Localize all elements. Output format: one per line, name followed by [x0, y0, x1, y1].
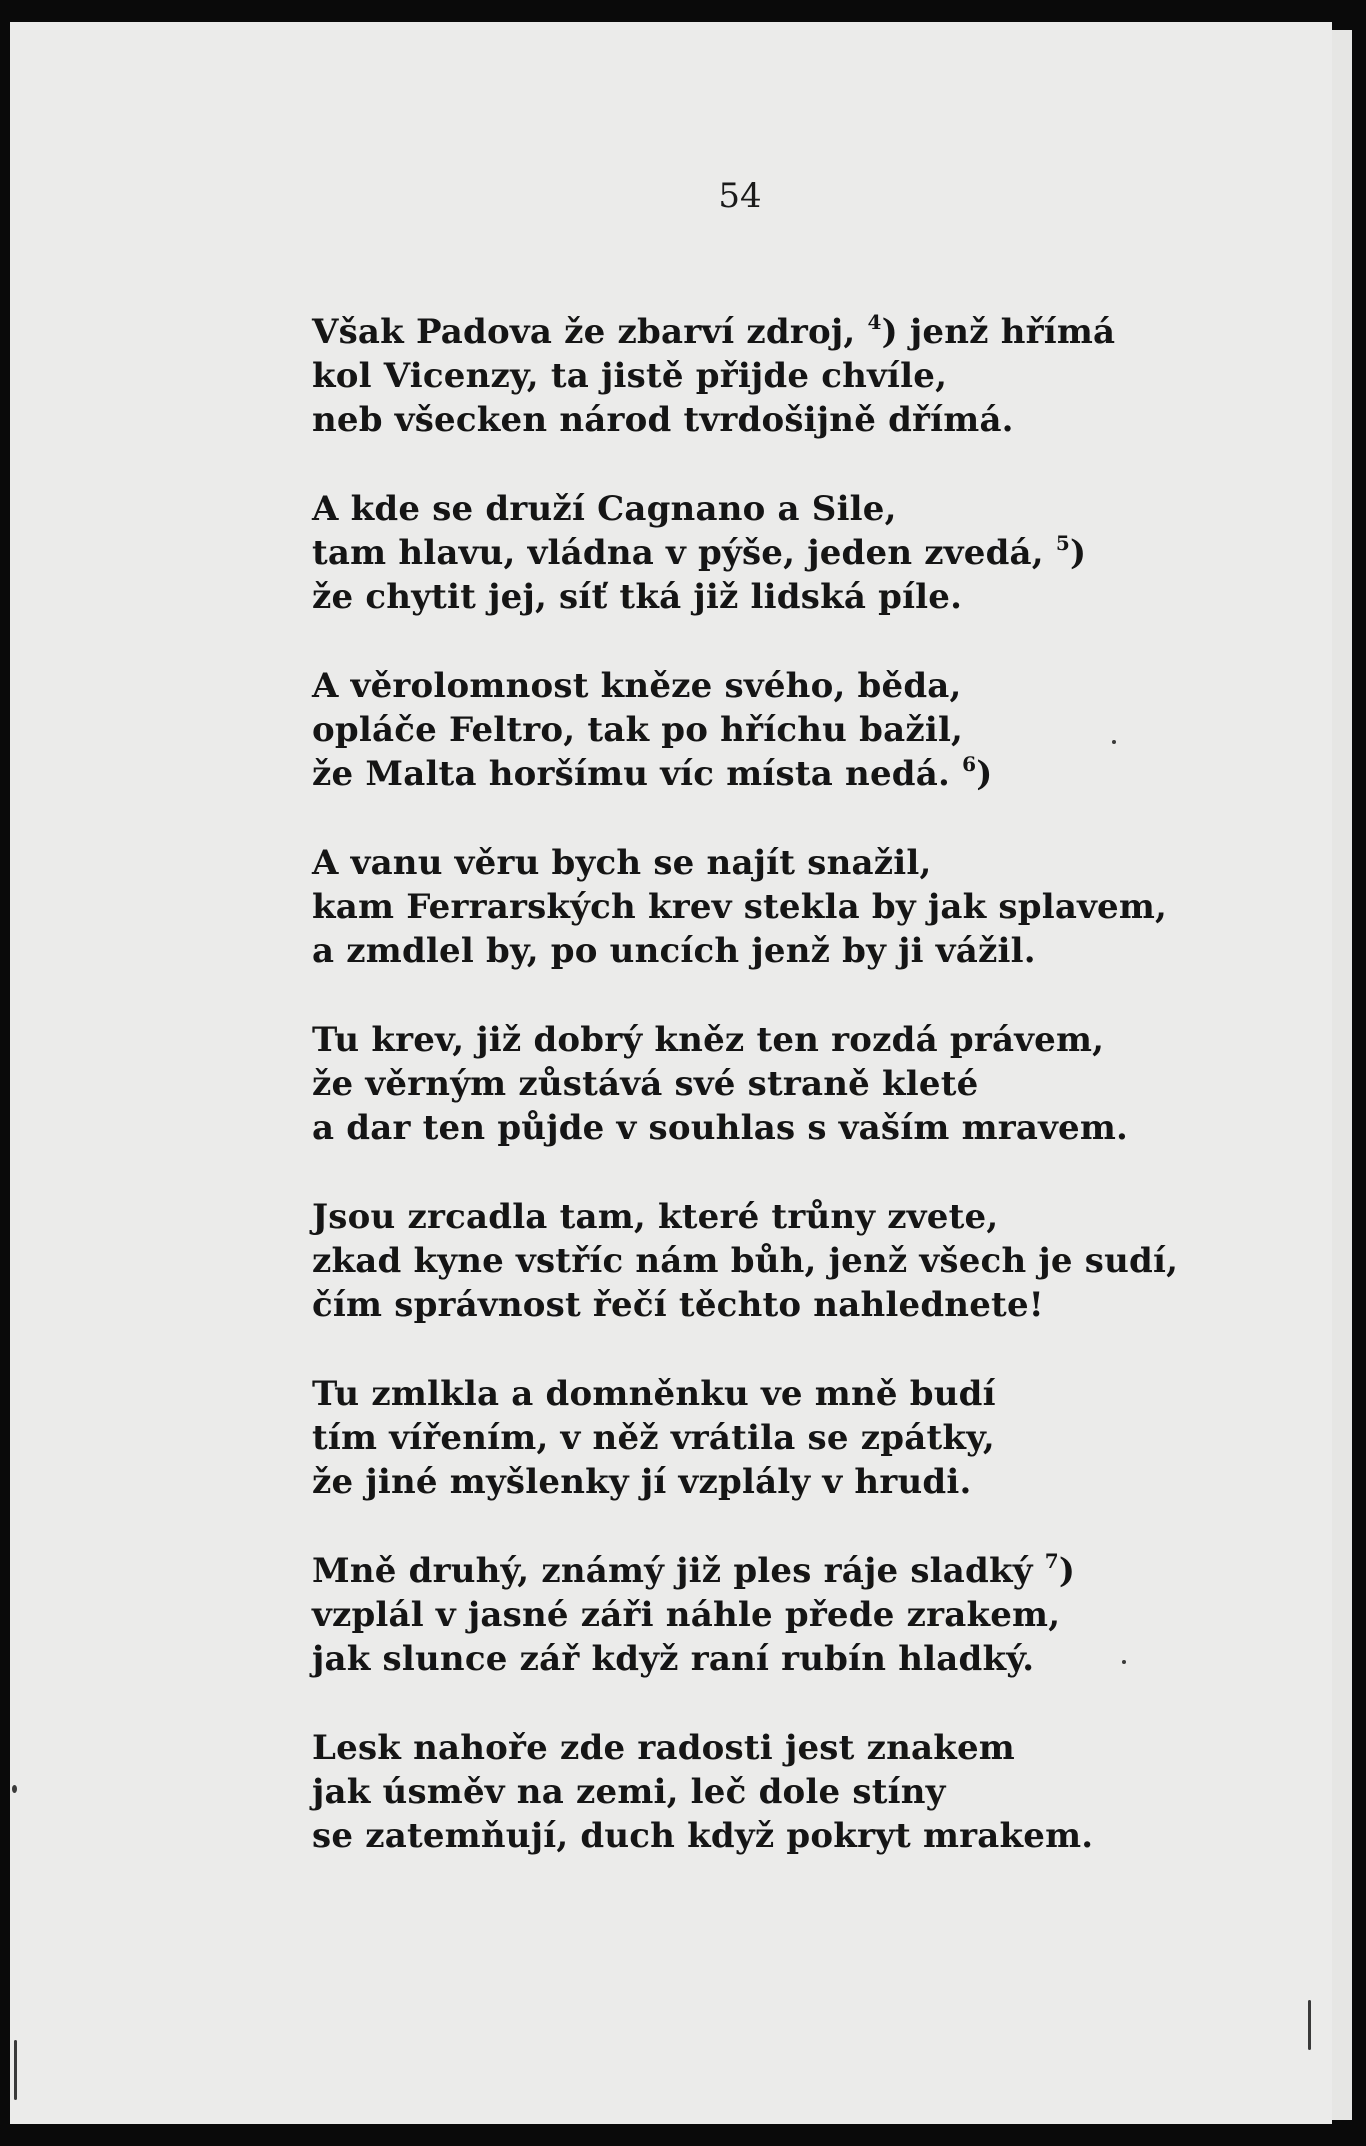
footnote-marker: 6: [962, 752, 977, 776]
verse-text: Tu krev, již dobrý kněz ten rozdá právem,: [312, 1020, 1105, 1060]
poem-text: [312, 310, 1312, 1903]
page-edge: [1332, 30, 1352, 2120]
stanza: [312, 841, 1312, 973]
verse-text: Však Padova že zbarví zdroj,: [312, 312, 868, 352]
verse-text: ): [1058, 1551, 1076, 1591]
verse-text: vzplál v jasné záři náhle přede zrakem,: [312, 1595, 1061, 1635]
verse-text: tam hlavu, vládna v pýše, jeden zvedá,: [312, 533, 1056, 573]
verse-line: [312, 575, 1312, 619]
verse-text: kol Vicenzy, ta jistě přijde chvíle,: [312, 356, 948, 396]
verse-text: tím vířením, v něž vrátila se zpátky,: [312, 1418, 995, 1458]
verse-line: [312, 752, 1312, 796]
verse-line: [312, 1814, 1312, 1858]
verse-line: [312, 531, 1312, 575]
stanza: [312, 1372, 1312, 1504]
verse-text: neb všecken národ tvrdošijně dřímá.: [312, 400, 1014, 440]
verse-text: opláče Feltro, tak po hříchu bažil,: [312, 710, 964, 750]
dust-speck: [12, 1785, 17, 1793]
verse-line: [312, 885, 1312, 929]
verse-line: [312, 664, 1312, 708]
footnote-marker: 5: [1055, 531, 1070, 555]
dust-speck: [1122, 1660, 1126, 1664]
verse-text: kam Ferrarských krev stekla by jak splavem,: [312, 887, 1168, 927]
verse-line: [312, 310, 1312, 354]
dust-speck: [1308, 2000, 1311, 2050]
verse-line: [312, 1062, 1312, 1106]
verse-text: že jiné myšlenky jí vzplály v hrudi.: [312, 1462, 972, 1502]
verse-text: A vanu věru bych se najít snažil,: [312, 843, 932, 883]
verse-line: [312, 1283, 1312, 1327]
verse-line: [312, 841, 1312, 885]
stanza: [312, 1549, 1312, 1681]
verse-text: ): [976, 754, 993, 794]
verse-line: [312, 929, 1312, 973]
verse-line: [312, 487, 1312, 531]
verse-line: [312, 398, 1312, 442]
verse-text: a dar ten půjde v souhlas s vaším mravem.: [312, 1108, 1129, 1148]
verse-text: Lesk nahoře zde radosti jest znakem: [312, 1728, 1015, 1768]
stanza: [312, 487, 1312, 619]
verse-text: ) jenž hřímá: [881, 312, 1116, 352]
verse-line: [312, 354, 1312, 398]
verse-text: Tu zmlkla a domněnku ve mně budí: [312, 1374, 996, 1414]
verse-line: [312, 1106, 1312, 1150]
verse-line: [312, 708, 1312, 752]
stanza: [312, 1195, 1312, 1327]
verse-text: a zmdlel by, po uncích jenž by ji vážil.: [312, 931, 1036, 971]
verse-text: že chytit jej, síť tká již lidská píle.: [312, 577, 963, 617]
footnote-marker: 7: [1044, 1549, 1059, 1573]
footnote-marker: 4: [867, 310, 882, 334]
verse-line: [312, 1018, 1312, 1062]
verse-text: Mně druhý, známý již ples ráje sladký: [312, 1551, 1045, 1591]
dust-speck: [14, 2040, 17, 2100]
verse-text: se zatemňují, duch když pokryt mrakem.: [312, 1816, 1094, 1856]
verse-text: A kde se druží Cagnano a Sile,: [312, 489, 897, 529]
verse-line: [312, 1637, 1312, 1681]
verse-line: [312, 1460, 1312, 1504]
verse-line: [312, 1770, 1312, 1814]
verse-text: že věrným zůstává své straně kleté: [312, 1064, 979, 1104]
verse-text: jak úsměv na zemi, leč dole stíny: [312, 1772, 946, 1812]
verse-text: čím správnost řečí těchto nahlednete!: [312, 1285, 1044, 1325]
verse-text: zkad kyne vstříc nám bůh, jenž všech je sudí,: [312, 1241, 1179, 1281]
verse-line: [312, 1593, 1312, 1637]
dust-speck: [1112, 740, 1116, 744]
stanza: [312, 664, 1312, 796]
stanza: [312, 310, 1312, 442]
verse-text: jak slunce zář když raní rubín hladký.: [312, 1639, 1035, 1679]
verse-line: [312, 1195, 1312, 1239]
verse-line: [312, 1239, 1312, 1283]
stanza: [312, 1726, 1312, 1858]
verse-text: A věrolomnost kněze svého, běda,: [312, 666, 962, 706]
verse-text: Jsou zrcadla tam, které trůny zvete,: [312, 1197, 999, 1237]
verse-line: [312, 1372, 1312, 1416]
verse-line: [312, 1416, 1312, 1460]
page-number: 54: [718, 176, 762, 216]
verse-text: ): [1070, 533, 1087, 573]
verse-line: [312, 1726, 1312, 1770]
stanza: [312, 1018, 1312, 1150]
verse-line: [312, 1549, 1312, 1593]
verse-text: že Malta horšímu víc místa nedá.: [312, 754, 963, 794]
